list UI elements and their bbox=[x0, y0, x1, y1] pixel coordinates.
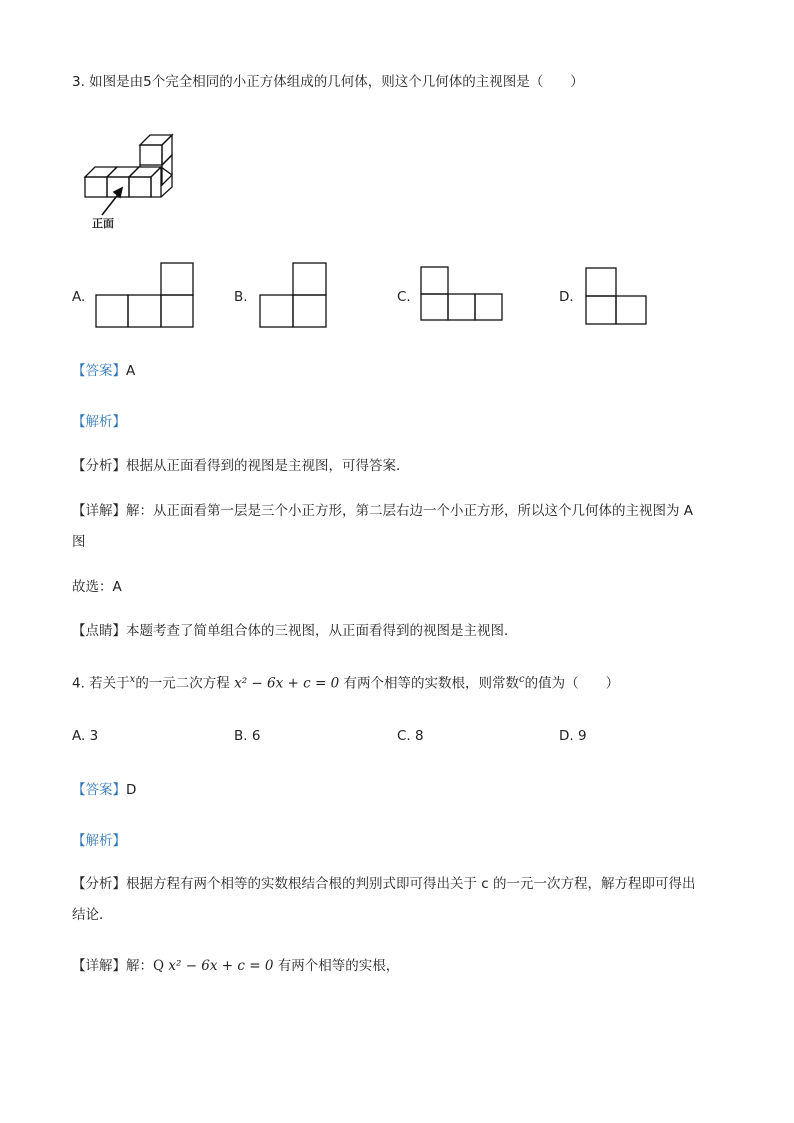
q3-guxuan: 故选：A bbox=[72, 579, 122, 595]
q4-var-c: c bbox=[518, 674, 525, 685]
q4-xiangjie bbox=[72, 956, 399, 976]
fenxi-tag: 【分析】 bbox=[72, 458, 126, 474]
fenxi-tag: 【分析】 bbox=[72, 876, 126, 892]
fenxi-text: 根据从正面看得到的视图是主视图，可得答案． bbox=[126, 458, 410, 474]
q4-equation: x² − 6x + c = 0 bbox=[234, 675, 340, 692]
xiangjie-pre: 解： bbox=[126, 958, 153, 974]
q3-option-d-figure bbox=[585, 267, 649, 327]
q4-fenxi-cont: 结论． bbox=[72, 907, 113, 923]
answer-value: A bbox=[126, 363, 136, 379]
q3-xiangjie-cont: 图 bbox=[72, 534, 86, 550]
q4-fenxi bbox=[72, 874, 696, 894]
q3-option-a-figure bbox=[95, 262, 195, 328]
q4-stem bbox=[72, 670, 619, 694]
q3-dianjing bbox=[72, 621, 518, 641]
xiangjie-tag: 【详解】 bbox=[72, 503, 126, 519]
q4-option-b: B. 6 bbox=[234, 728, 261, 744]
q4-answer bbox=[72, 780, 136, 800]
xiangjie-symbol: Q bbox=[153, 958, 165, 974]
q3-xiangjie bbox=[72, 501, 693, 521]
xiangjie-tag: 【详解】 bbox=[72, 958, 126, 974]
fenxi-text: 根据方程有两个相等的实数根结合根的判别式即可得出关于 c 的一元一次方程，解方程即可得出 bbox=[126, 876, 696, 892]
q3-stem: 3. 如图是由5个完全相同的小正方体组成的几何体，则这个几何体的主视图是（ ） bbox=[72, 74, 584, 90]
q3-option-a-label: A. bbox=[72, 289, 86, 305]
xiangjie-equation: x² − 6x + c = 0 bbox=[168, 958, 274, 974]
q3-answer bbox=[72, 361, 135, 381]
q4-stem-mid2: 有两个相等的实数根，则常数 bbox=[343, 675, 519, 692]
q4-stem-pre: 4. 若关于 bbox=[72, 675, 130, 692]
q3-option-c-label: C. bbox=[397, 289, 411, 305]
xiangjie-post: 有两个相等的实根， bbox=[277, 958, 400, 974]
q4-analysis-tag: 【解析】 bbox=[72, 833, 126, 849]
q4-option-c: C. 8 bbox=[397, 728, 424, 744]
q4-stem-post: 的值为（ ） bbox=[524, 675, 620, 692]
answer-value: D bbox=[126, 782, 137, 798]
xiangjie-text: 解：从正面看第一层是三个小正方形，第二层右边一个小正方形，所以这个几何体的主视图为 A bbox=[126, 503, 694, 519]
dianjing-text: 本题考查了简单组合体的三视图，从正面看得到的视图是主视图． bbox=[126, 623, 518, 639]
q3-option-c-figure bbox=[420, 266, 504, 322]
q4-stem-mid: 的一元二次方程 bbox=[135, 675, 230, 692]
q4-option-a: A. 3 bbox=[72, 728, 99, 744]
q4-var-x: x bbox=[129, 674, 136, 685]
q4-option-d: D. 9 bbox=[559, 728, 587, 744]
q3-option-b-figure bbox=[259, 262, 329, 328]
answer-tag: 【答案】 bbox=[72, 363, 126, 379]
dianjing-tag: 【点睛】 bbox=[72, 623, 126, 639]
q3-analysis-tag: 【解析】 bbox=[72, 414, 126, 430]
q3-option-b-label: B. bbox=[234, 289, 248, 305]
q3-option-d-label: D. bbox=[559, 289, 574, 305]
answer-tag: 【答案】 bbox=[72, 782, 126, 798]
q3-fenxi bbox=[72, 456, 410, 476]
q3-front-label: 正面 bbox=[92, 217, 114, 230]
